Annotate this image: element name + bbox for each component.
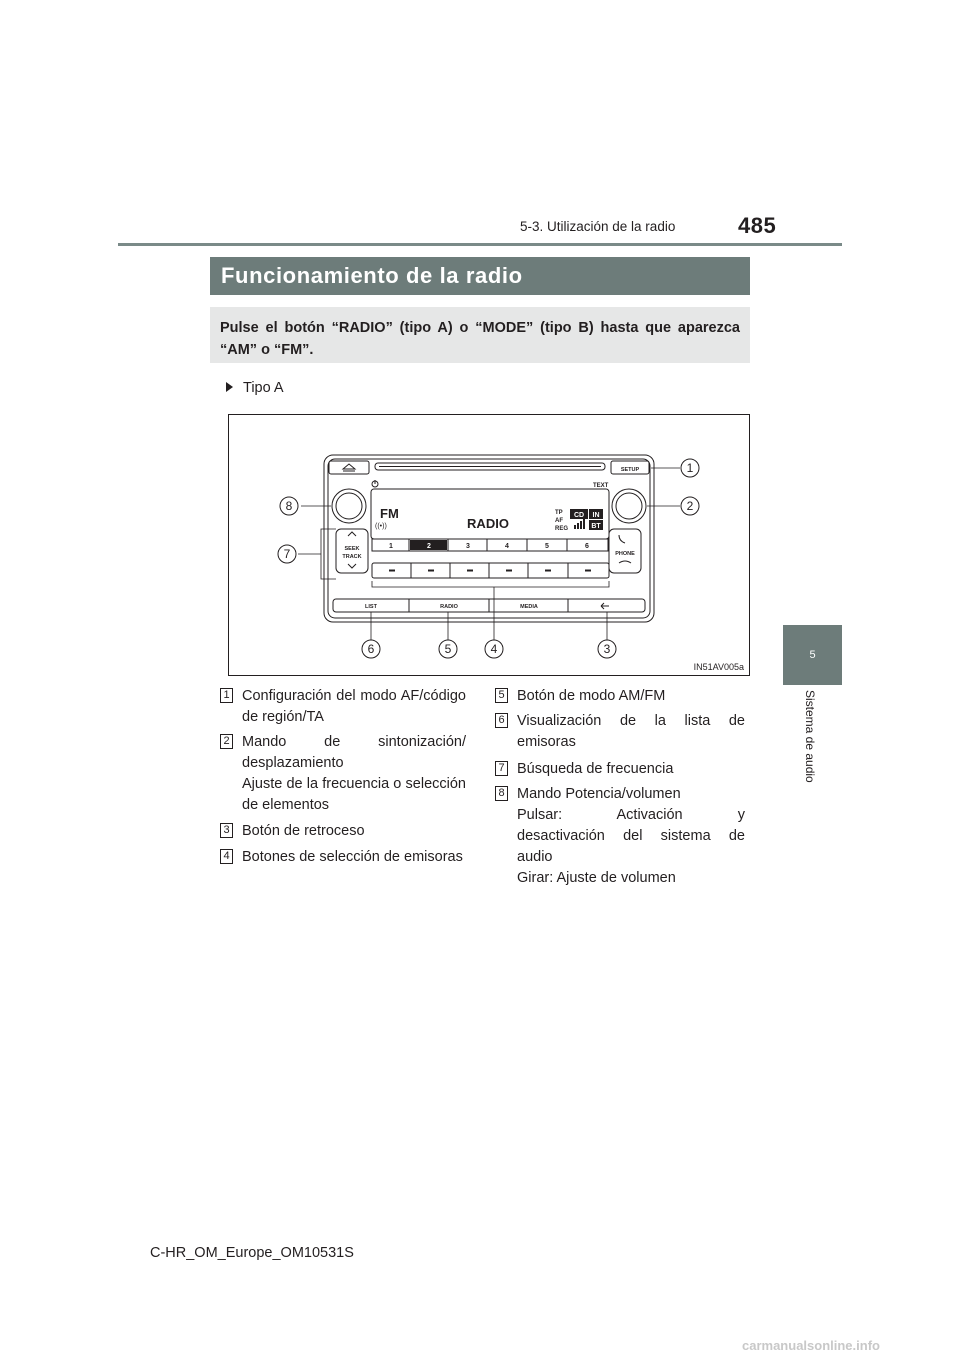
watermark: carmanualsonline.info: [742, 1338, 880, 1353]
legend-left: [220, 686, 466, 876]
legend-number-2: 2: [220, 734, 233, 749]
legend-text-8b: Pulsar: Activación y: [517, 807, 745, 823]
preset-4: 4: [505, 543, 509, 550]
legend-text-5: Botón de modo AM/FM: [517, 688, 666, 704]
legend-number-1: 1: [220, 688, 233, 703]
chapter-label: [803, 690, 823, 800]
legend-item-6: [495, 711, 745, 755]
audio-unit-illustration: [229, 415, 749, 675]
legend-text-2c: Ajuste de la frecuencia o selección: [242, 776, 466, 792]
legend-item-2: [220, 732, 466, 818]
preset-1: 1: [389, 543, 393, 550]
legend-number-4: 4: [220, 849, 233, 864]
callout-2-number: 2: [686, 499, 694, 513]
preset-5: 5: [545, 543, 549, 550]
radio-button-label: RADIO: [440, 604, 458, 610]
callout-5-number: 5: [444, 642, 452, 656]
track-label: TRACK: [342, 554, 362, 560]
legend-number-7: 7: [495, 761, 508, 776]
station-buttons-row: [372, 563, 609, 578]
legend-number-8: 8: [495, 786, 508, 801]
indicator-tp: TP: [555, 510, 563, 516]
legend-text-4: Botones de selección de emisoras: [242, 849, 463, 865]
callout-6-number: 6: [367, 642, 375, 656]
media-button-label: MEDIA: [520, 604, 538, 610]
legend-text-2a: Mando de sintonización/: [242, 734, 466, 750]
section-title: [210, 257, 750, 295]
signal-strength-icon: [574, 519, 585, 529]
seek-label: SEEK: [344, 546, 360, 552]
legend-text-6a: Visualización de la lista de: [517, 713, 745, 729]
list-button-label: LIST: [365, 604, 377, 610]
page-number: 485: [738, 213, 777, 238]
triangle-bullet-icon: [226, 382, 233, 392]
legend-text-8a: Mando Potencia/volumen: [517, 786, 681, 802]
legend-text-8d: audio: [517, 849, 553, 865]
legend-number-3: 3: [220, 823, 233, 838]
preset-6: 6: [585, 543, 589, 550]
legend-text-1b: de región/TA: [242, 709, 324, 725]
text-label: TEXT: [593, 483, 609, 489]
legend-text-2b: desplazamiento: [242, 755, 344, 771]
eject-button: [329, 461, 369, 474]
tune-scroll-knob: [612, 489, 646, 523]
indicator-reg: REG: [555, 526, 569, 532]
figure-code: IN51AV005a: [693, 662, 744, 672]
legend-number-6: 6: [495, 713, 508, 728]
legend-text-1a: Configuración del modo AF/código: [242, 688, 466, 704]
power-volume-knob: [332, 489, 366, 523]
status-in: IN: [592, 512, 600, 519]
callout-1-number: 1: [686, 461, 694, 475]
legend-number-5: 5: [495, 688, 508, 703]
legend-text-6b: emisoras: [517, 734, 576, 750]
audio-unit-figure: [228, 414, 750, 676]
callout-8-number: 8: [285, 499, 293, 513]
legend-right: [495, 686, 745, 886]
legend-item-8: [495, 784, 745, 894]
broadcast-icon: ((•)): [375, 523, 387, 530]
legend-text-8c: desactivación del sistema de: [517, 828, 745, 844]
status-bt: BT: [591, 523, 601, 530]
phone-label: PHONE: [615, 551, 635, 557]
document-id: C-HR_OM_Europe_OM10531S: [150, 1245, 354, 1261]
callout-4-number: 4: [490, 642, 498, 656]
legend-item-4: [220, 847, 466, 869]
callout-7-number: 7: [283, 547, 291, 561]
band-indicator: FM: [380, 506, 399, 521]
section-title-text: Funcionamiento de la radio: [221, 263, 523, 288]
variant-label: [226, 380, 284, 396]
setup-label: SETUP: [620, 467, 640, 473]
legend-text-2d: de elementos: [242, 797, 330, 813]
legend-text-3: Botón de retroceso: [242, 823, 365, 839]
back-arrow-icon: [601, 603, 609, 609]
instruction-box: [210, 307, 750, 363]
preset-2: 2: [427, 543, 431, 550]
header-rule: [118, 243, 842, 246]
legend-item-5: [495, 686, 745, 708]
indicator-af: AF: [555, 518, 563, 524]
legend-item-3: [220, 821, 466, 843]
source-indicator: RADIO: [467, 516, 509, 531]
chapter-tab: [783, 625, 842, 685]
legend-item-7: [495, 759, 745, 781]
running-head: 5-3. Utilización de la radio: [520, 219, 676, 234]
instruction-text: Pulse el botón “RADIO” (tipo A) o “MODE” (tipo B) hasta que aparezca “AM” o “FM”.: [220, 320, 740, 358]
legend-text-7: Búsqueda de frecuencia: [517, 761, 674, 777]
preset-3: 3: [466, 543, 470, 550]
chapter-label-text: Sistema de audio: [803, 690, 817, 783]
status-cd: CD: [573, 512, 585, 519]
legend-text-8e: Girar: Ajuste de volumen: [517, 870, 676, 886]
callout-3-number: 3: [603, 642, 611, 656]
chapter-number: 5: [809, 649, 816, 661]
legend-item-1: [220, 686, 466, 730]
variant-label-text: Tipo A: [243, 380, 284, 396]
